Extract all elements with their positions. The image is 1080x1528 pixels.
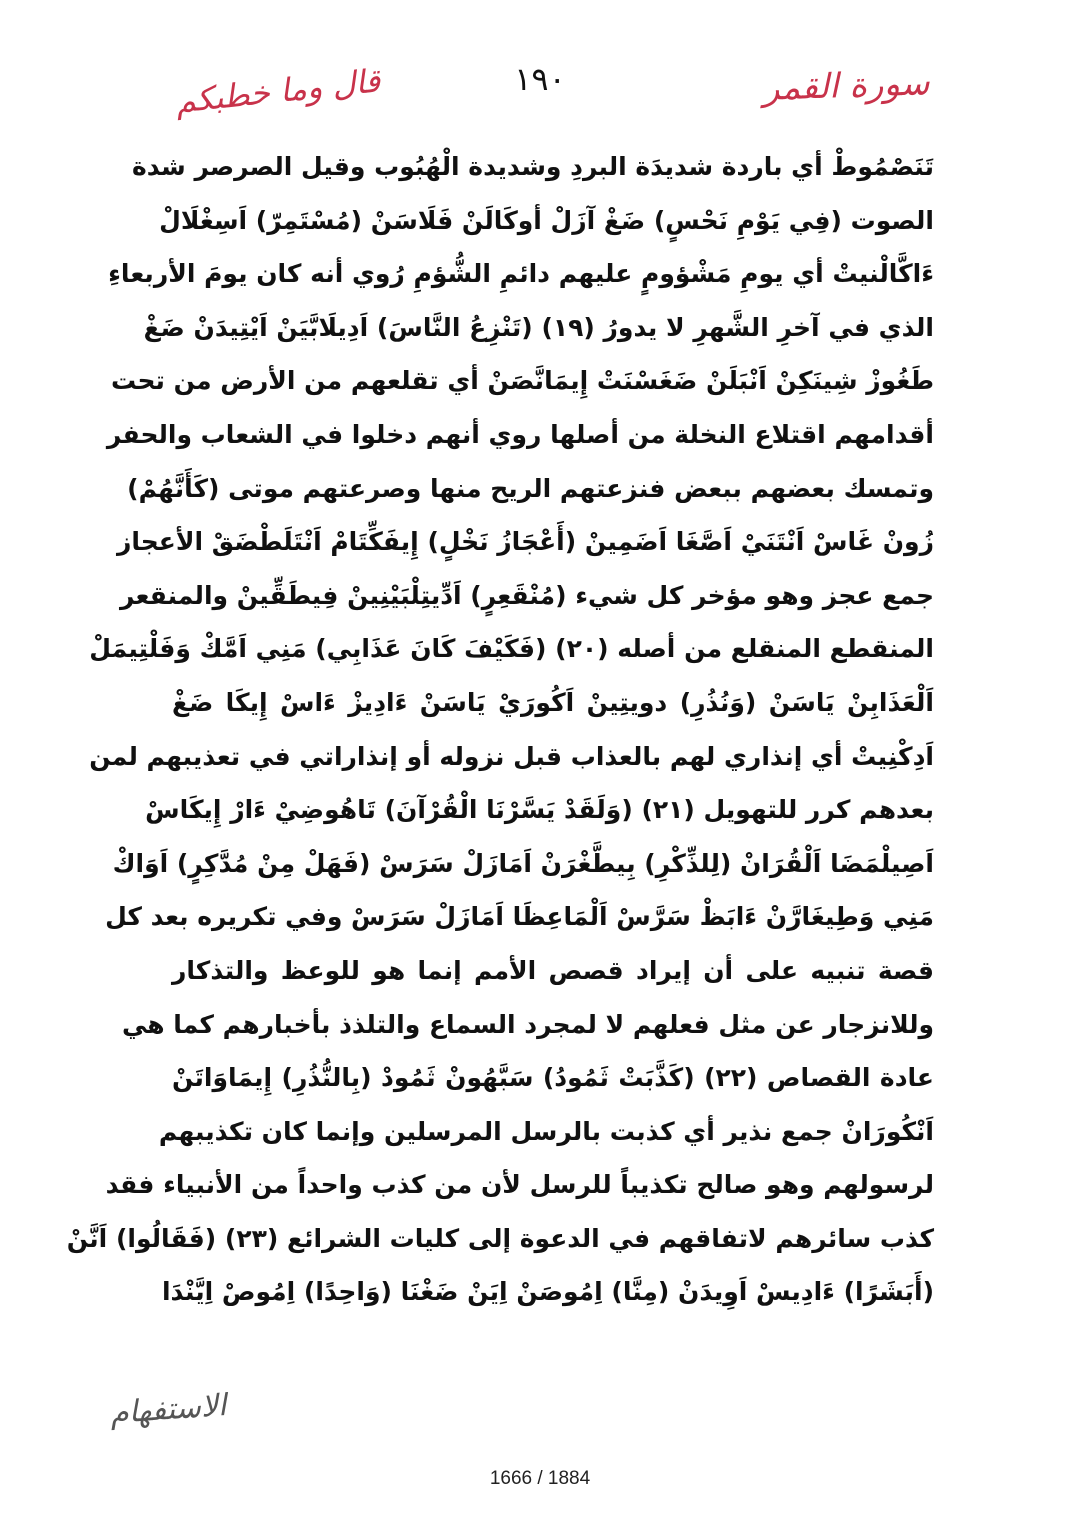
text-line: اَدِكْنِيتْ أي إنذاري لهم بالعذاب قبل نزوله أو إنذاراتي في تعذيبهم لمن [89,741,934,771]
text-line: (أَبَشَرًا) ءَادِيسْ اَوِيدَنْ (مِنَّا) اِمُوصَنْ اِيَنْ ضَغْنَا (وَاحِدًا) اِمُوصْ اِيَّنْدَا [161,1277,934,1307]
body-text [66,140,934,1319]
text-line: اَلْعَذَابِنْ يَاسَنْ (وَنُذُرِ) دويتِينْ اَكُورَيْ يَاسَنْ ءَادِيزْ ءَاسْ إِيكَا ضَغْ [172,687,934,717]
text-line: أقدامهم اقتلاع النخلة من أصلها روي أنهم دخلوا في الشعاب والحفر [106,419,934,449]
text-line: تَنَصْمُوطْ أي باردة شديدَة البردِ وشديدة الْهُبُوب وقيل الصرصر شدة [131,152,934,181]
text-line: كذب سائرهم لاتفاقهم في الدعوة إلى كليات الشرائع (٢٣) (فَقَالُوا) اَنَّنْ [66,1223,934,1253]
text-line: اَنْكُورَانْ جمع نذير أي كذبت بالرسل المرسلين وإنما كان تكذيبهم [158,1116,934,1146]
handwritten-margin-note: الاستفهام [108,1387,228,1432]
text-line: مَنِي وَطِيغَارَّنْ ءَابَظْ سَرَّسْ اَلْمَاعِظَا اَمَازَلْ سَرَسْ وفي تكريره بعد كل [105,902,934,932]
text-line: اَصِيلْمَضَا اَلْقُرَانْ (لِلذِّكْرِ) بِيطَّغْرَنْ اَمَازَلْ سَرَسْ (فَهَلْ مِنْ مُدَّكِرٍ) اَوَاكْ [112,848,934,878]
text-line: الذي في آخرِ الشَّهرِ لا يدورُ (١٩) (تَنْزِعُ النَّاسَ) اَدِيلَابَّيَنْ اَيْتِيدَنْ ضَغْ [143,312,934,342]
text-line: لرسولهم وهو صالح تكذيباً للرسل لأن من كذب واحداً من الأنبياء فقد [105,1170,934,1200]
text-line: وتمسك بعضهم ببعض فنزعتهم الريح منها وصرعتهم موتى (كَأَنَّهُمْ) [127,473,934,503]
text-line: وللانزجار عن مثل فعلهم لا لمجرد السماع والتلذذ بأخبارهم كما هي [121,1009,934,1039]
text-line: بعدهم كرر للتهويل (٢١) (وَلَقَدْ يَسَّرْنَا الْقُرْآنَ) تَاهُوضِيْ ءَارْ إِيكَاسْ [145,795,934,825]
text-line: زُونْ غَاسْ اَنْتَنَيْ اَصَّغَا اَضَمِينْ (أَعْجَازُ نَخْلٍ) إِيفَكِّتَامْ اَنْتَلَطْضَقْ الأعجاز [116,527,934,557]
page-counter: 1666 / 1884 [489,1468,591,1489]
handwritten-header-note: قال وما خطبكم [173,61,383,121]
text-line: المنقطع المنقلع من أصله (٢٠) (فَكَيْفَ كَانَ عَذَابِي) مَنِي اَمَّكْ وَفَلْتِيمَلْ [89,634,934,664]
surah-handwritten-note: سورة القمر [762,63,931,109]
text-line: الصوت (فِي يَوْمِ نَحْسٍ) ضَغْ آزَلْ أوكَالَنْ فَلَاسَنْ (مُسْتَمِرّ) اَسِغْلَالْ [159,205,934,235]
text-line: ءَاكَّالْنيتْ أي يومِ مَشْؤومٍ عليهم دائمِ الشُّؤمِ رُوي أنه كان يومَ الأربعاءِ [108,259,934,289]
text-line: طَغُوزْ شِينَكِنْ اَنْبَلَنْ ضَغَسْنَتْ إِيمَانَّصَنْ أي تقلعهم من الأرض من تحت [111,366,934,396]
page-number: ١٩٠ [514,60,566,98]
text-line: عادة القصاص (٢٢) (كَذَّبَتْ ثَمُودُ) سَبَّهُونْ ثَمُودْ (بِالنُّذُرِ) إِيمَاوَاتَنْ [172,1063,934,1093]
text-line: جمع عجز وهو مؤخر كل شيء (مُنْقَعِرٍ) اَدِّيتِلْبَيْنِينْ فِيطَقِّينْ والمنقعر [119,580,934,610]
text-line: قصة تنبيه على أن إيراد قصص الأمم إنما هو للوعظ والتذكار [172,955,934,985]
